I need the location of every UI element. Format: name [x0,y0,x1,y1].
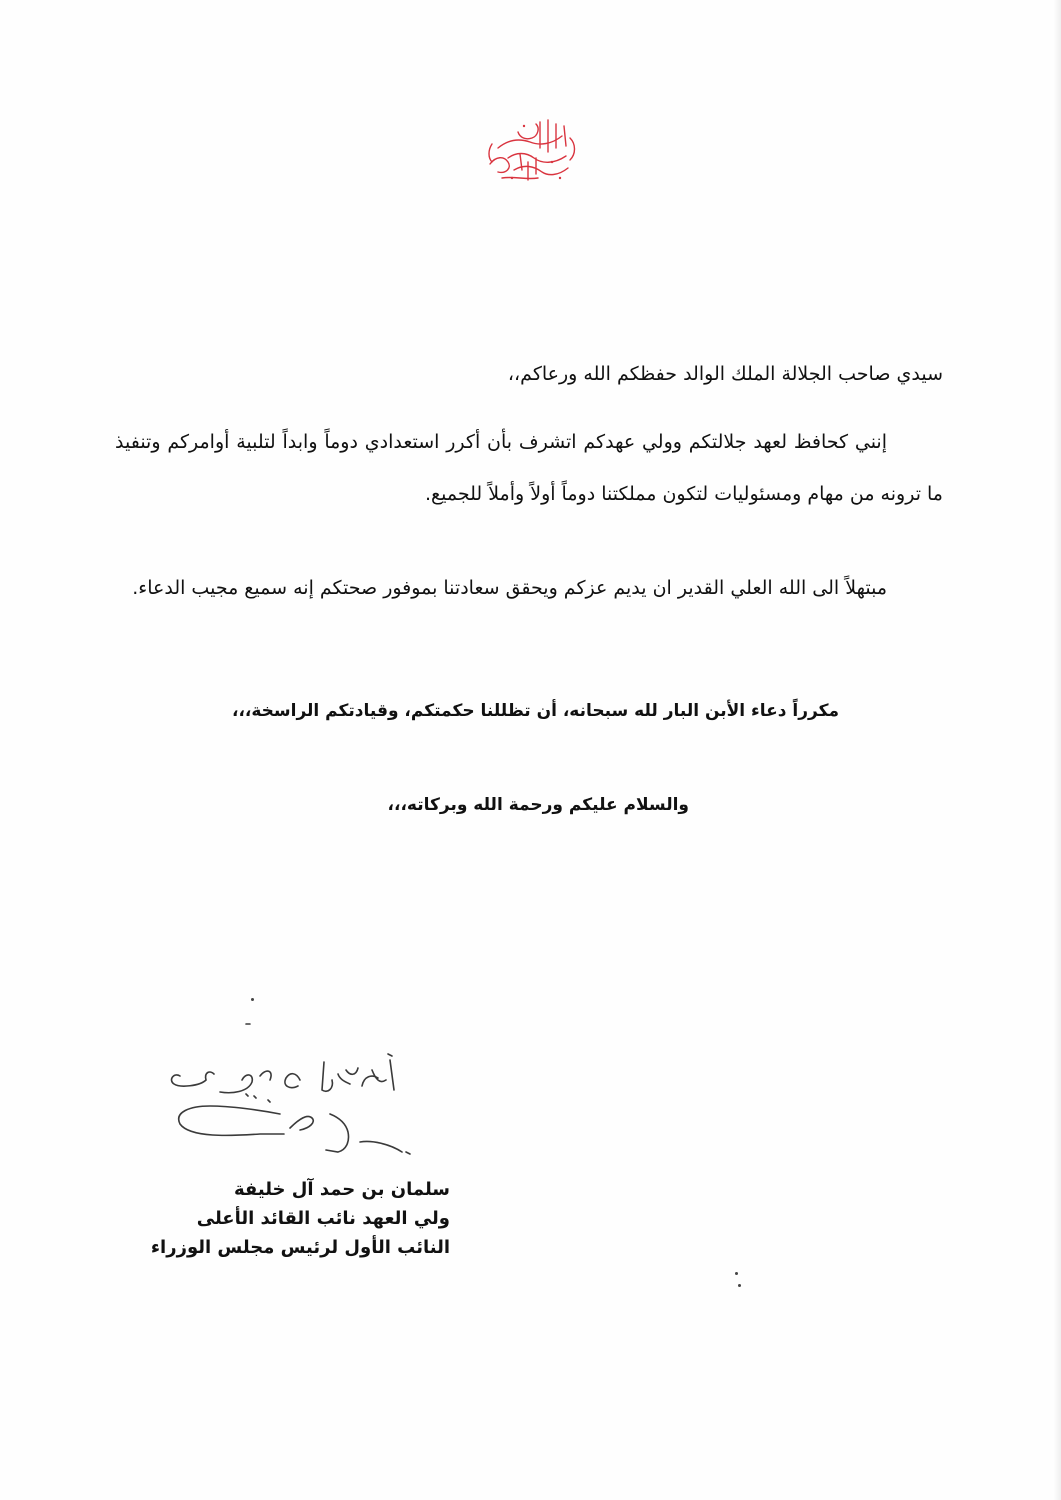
handwritten-signature [150,1010,450,1175]
scan-speck [735,1272,738,1275]
paragraph-pledge-text: إنني كحافظ لعهد جلالتكم وولي عهدكم اتشرف بأن أكرر استعدادي دوماً وابداً لتلبية أوامركم وتنفيذ ما ترونه من مهام ومسئوليات لتكون مملكتنا دوماً أولاً وأملاً للجميع. [115,431,943,505]
paragraph-blessing: مكرراً دعاء الأبن البار لله سبحانه، أن تظللنا حكمتكم، وقيادتكم الراسخة،،، [231,701,839,721]
salutation: سيدي صاحب الجلالة الملك الوالد حفظكم الله ورعاكم،، [507,363,943,385]
page-edge [1053,0,1061,1500]
paragraph-prayer-text: مبتهلاً الى الله العلي القدير ان يديم عزكم ويحقق سعادتنا بموفور صحتكم إنه سميع مجيب الدعاء. [132,577,887,599]
signatory-block [90,1175,450,1262]
scan-speck [738,1284,741,1287]
signature-icon [150,1010,450,1175]
royal-monogram-emblem [478,118,584,186]
paragraph-prayer [115,562,943,614]
signatory-title: ولي العهد نائب القائد الأعلى [196,1208,450,1229]
closing-greeting: والسلام عليكم ورحمة الله وبركاته،،، [387,795,689,815]
paragraph-pledge [115,416,943,520]
scan-speck [251,998,254,1001]
signatory-position: النائب الأول لرئيس مجلس الوزراء [150,1237,450,1258]
calligraphy-emblem-icon [478,118,584,186]
signatory-name: سلمان بن حمد آل خليفة [233,1179,450,1200]
